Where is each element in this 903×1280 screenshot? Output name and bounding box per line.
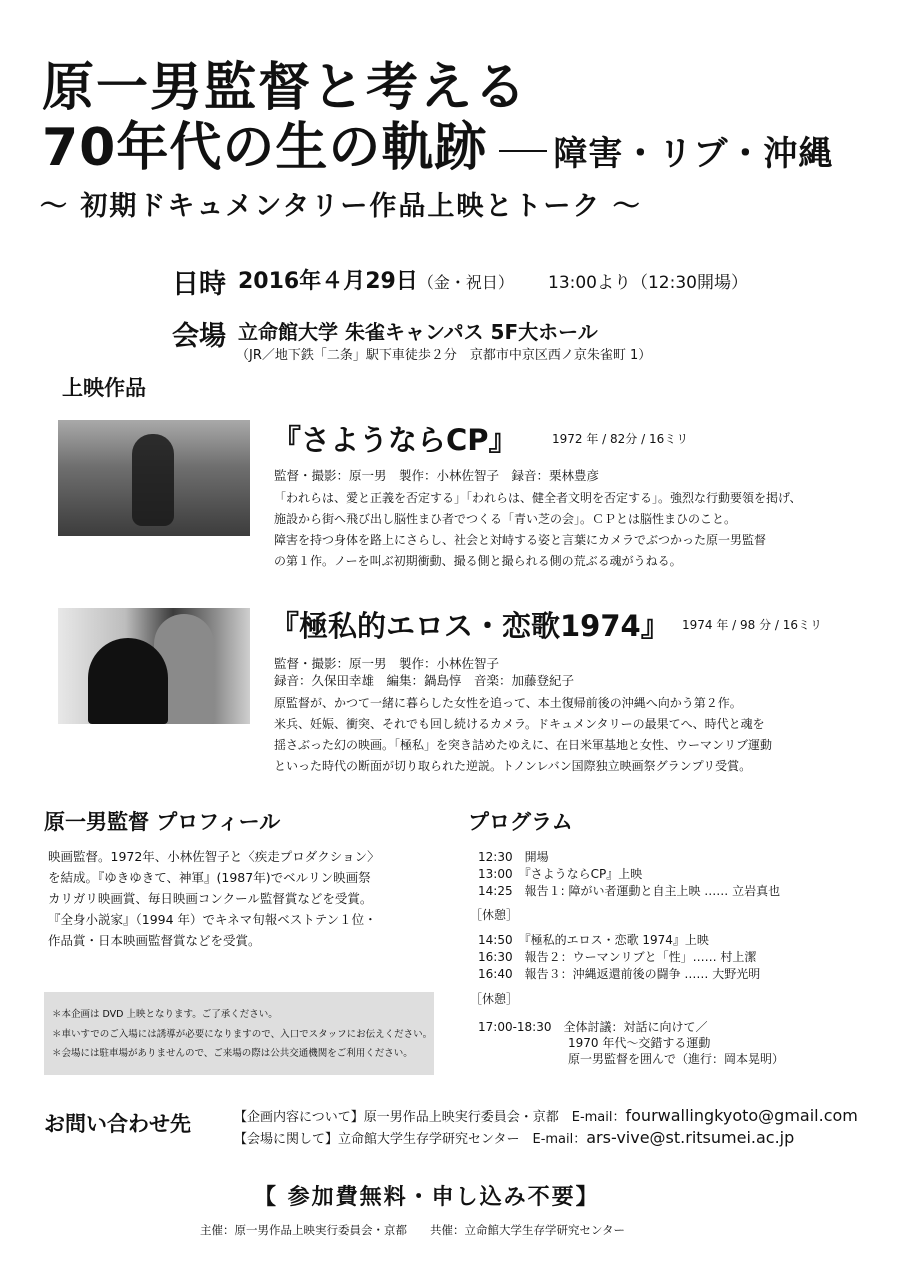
film1-meta: 1972 年 / 82分 / 16ミリ [552,432,689,446]
profile-line: を結成。『ゆきゆきて、神軍』(1987年)でベルリン映画祭 [48,870,371,885]
film1-figure [132,434,174,526]
main-title-line2-text: 70年代の生の軌跡 [42,118,488,178]
program-line: 17:00-18:30 全体討議：対話に向けて／ [478,1020,708,1034]
film1-credits: 監督・撮影：原一男 製作：小林佐智子 録音：栗林豊彦 [274,468,600,483]
film2-still-image [58,608,250,724]
film2-figure-front [88,638,168,724]
event-day: （金・祝日） [417,273,514,292]
film2-desc-line: といった時代の断面が切り取られた逆説。トノンレバン国際独立映画祭グランプリ受賞。 [274,759,752,773]
profile-text [48,846,428,951]
contact-text-2: 【会場に関して】立命館大学生存学研究センター E-mail： [234,1132,587,1147]
film1-title: 『さようならCP』 [272,423,518,457]
film2-credits-1: 監督・撮影：原一男 製作：小林佐智子 [274,656,500,671]
profile-line: カリガリ映画賞、毎日映画コンクール監督賞などを受賞。 [48,891,373,906]
profile-line: 作品賞・日本映画監督賞などを受賞。 [48,933,261,948]
profile-label: 原一男監督 プロフィール [44,809,281,834]
free-admission-banner: 【 参加費無料・申し込み不要】 [254,1185,600,1210]
datetime-label: 日時 [172,269,226,300]
main-title-line2 [42,118,833,184]
event-date-text: 2016年４月29日 [238,269,418,294]
venue-label: 会場 [172,321,226,352]
email-link-2[interactable]: ars-vive@st.ritsumei.ac.jp [586,1128,795,1147]
program-line: 13:00 『さようならCP』上映 [478,867,643,881]
program-line: 原一男監督を囲んで（進行：岡本晃明） [568,1052,785,1066]
films-label: 上映作品 [62,375,146,400]
organizer-line: 主催：原一男作品上映実行委員会・京都 共催：立命館大学生存学研究センター [200,1223,626,1237]
contact-label: お問い合わせ先 [44,1111,191,1136]
film1-desc-line: 障害を持つ身体を路上にさらし、社会と対峙する姿と言葉にカメラでぶつかった原一男監督 [274,533,767,547]
film2-meta: 1974 年 / 98 分 / 16ミリ [682,618,823,632]
film2-description [274,693,772,777]
program-line: 14:50 『極私的エロス・恋歌 1974』上映 [478,933,709,947]
title-dash [499,150,547,152]
program-line: 1970 年代〜交錯する運動 [568,1036,711,1050]
program-line: 14:25 報告１: 障がい者運動と自主上映 …… 立岩真也 [478,884,781,898]
contact-line-2 [234,1128,794,1147]
program-line: 16:40 報告３：沖縄返還前後の闘争 …… 大野光明 [478,967,761,981]
profile-line: 『全身小説家』（1994 年）でキネマ旬報ベストテン１位・ [48,912,377,927]
contact-text-1: 【企画内容について】原一男作品上映実行委員会・京都 E-mail： [234,1110,626,1125]
notice-line: ＊本企画は DVD 上映となります。ご了承ください。 [52,1009,278,1020]
notice-line: ＊会場には駐車場がありませんので、ご来場の際は公共交通機関をご利用ください。 [52,1048,413,1059]
event-time: 13:00より（12:30開場） [548,273,748,293]
film1-desc-line: 施設から街へ飛び出し脳性まひ者でつくる「青い芝の会」。ＣＰとは脳性まひのこと。 [274,512,737,526]
film2-desc-line: 米兵、妊娠、衝突、それでも回し続けるカメラ。ドキュメンタリーの最果てへ、時代と魂を [274,717,765,731]
film2-credits-2: 録音：久保田幸雄 編集：鍋島惇 音楽：加藤登紀子 [274,673,575,688]
contact-line-1 [234,1106,858,1125]
main-title-line1: 原一男監督と考える [42,58,529,118]
program-break: ［休憩］ [470,992,519,1006]
film1-still-image [58,420,250,536]
notice-line: ＊車いすでのご入場には誘導が必要になりますので、入口でスタッフにお伝えください。 [52,1029,433,1040]
venue-name: 立命館大学 朱雀キャンパス 5F大ホール [238,320,598,344]
email-link-1[interactable]: fourwallingkyoto@gmail.com [625,1106,858,1125]
film2-desc-line: 原監督が、かつて一緒に暮らした女性を追って、本土復帰前後の沖縄へ向かう第２作。 [274,696,742,710]
program-line: 12:30 開場 [478,850,549,864]
film2-desc-line: 揺さぶった幻の映画。「極私」を突き詰めたゆえに、在日米軍基地と女性、ウーマンリブ運動 [274,738,773,752]
notice-box [44,992,434,1075]
program-break: ［休憩］ [470,908,519,922]
film1-description [274,488,802,572]
main-title-sub: 障害・リブ・沖縄 [553,134,834,174]
film1-desc-line: の第１作。ノーを叫ぶ初期衝動、撮る側と撮られる側の荒ぶる魂がうねる。 [274,554,682,568]
program-line: 16:30 報告２：ウーマンリブと「性」…… 村上潔 [478,950,757,964]
event-date [238,264,514,295]
film2-title: 『極私的エロス・恋歌1974』 [270,609,670,643]
program-label: プログラム [468,809,573,834]
subtitle: 〜 初期ドキュメンタリー作品上映とトーク 〜 [40,191,642,222]
profile-line: 映画監督。1972年、小林佐智子と〈疾走プロダクション〉 [48,849,380,864]
venue-access: （JR／地下鉄「二条」駅下車徒歩２分 京都市中京区西ノ京朱雀町 1） [236,348,652,363]
film1-desc-line: 「われらは、愛と正義を否定する」「われらは、健全者文明を否定する」。強烈な行動要領を掲げ、 [274,491,802,505]
